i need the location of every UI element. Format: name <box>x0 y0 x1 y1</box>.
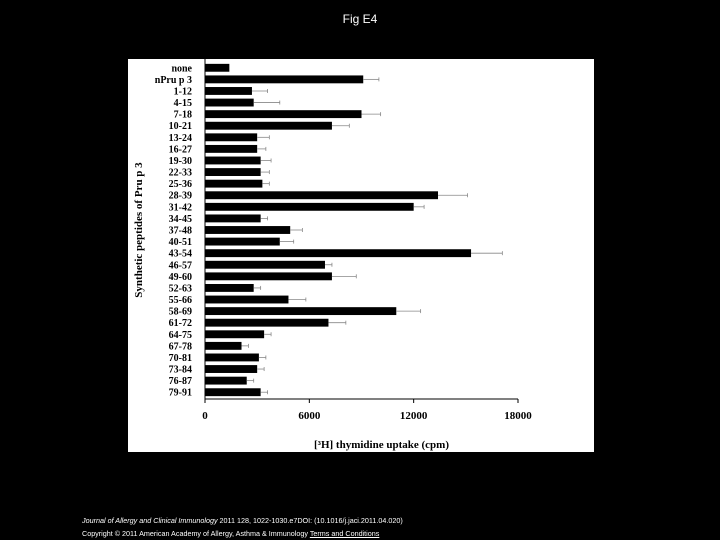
bar-40-51 <box>205 238 280 246</box>
citation-details: 2011 128, 1022-1030.e7DOI: (10.1016/j.jaci.2011.04.020) <box>217 516 403 525</box>
bar-none <box>205 64 229 72</box>
category-label-nPru p 3: nPru p 3 <box>154 74 192 86</box>
category-label-1-12: 1-12 <box>173 86 192 98</box>
journal-name: Journal of Allergy and Clinical Immunology <box>82 516 218 525</box>
bar-79-91 <box>205 388 261 396</box>
category-label-22-33: 22-33 <box>168 167 192 179</box>
bar-chart <box>128 59 594 452</box>
bar-52-63 <box>205 284 254 292</box>
category-label-34-45: 34-45 <box>168 213 192 225</box>
bar-67-78 <box>205 342 242 350</box>
bar-61-72 <box>205 319 328 327</box>
bar-58-69 <box>205 307 396 315</box>
category-label-61-72: 61-72 <box>168 318 192 330</box>
category-label-7-18: 7-18 <box>173 109 192 121</box>
bar-4-15 <box>205 99 254 107</box>
category-label-28-39: 28-39 <box>168 190 192 202</box>
x-tick-label-18000: 18000 <box>504 410 532 422</box>
category-labels-group <box>155 63 193 398</box>
bar-70-81 <box>205 354 259 362</box>
bar-31-42 <box>205 203 414 211</box>
bar-73-84 <box>205 365 257 373</box>
category-label-46-57: 46-57 <box>168 260 192 272</box>
bar-19-30 <box>205 157 261 165</box>
bar-55-66 <box>205 296 288 304</box>
category-label-40-51: 40-51 <box>168 237 192 249</box>
bar-49-60 <box>205 272 332 280</box>
bar-76-87 <box>205 377 247 385</box>
bar-25-36 <box>205 180 262 188</box>
category-label-10-21: 10-21 <box>168 121 192 133</box>
bars-group <box>205 64 471 396</box>
category-label-25-36: 25-36 <box>168 179 192 191</box>
category-label-49-60: 49-60 <box>168 271 192 283</box>
category-label-31-42: 31-42 <box>168 202 192 214</box>
slide-title: Fig E4 <box>342 12 378 26</box>
bar-46-57 <box>205 261 325 269</box>
x-axis-label: [³H] thymidine uptake (cpm) <box>314 439 449 451</box>
category-label-16-27: 16-27 <box>168 144 192 156</box>
category-label-67-78: 67-78 <box>168 341 192 353</box>
bar-22-33 <box>205 168 261 176</box>
bar-7-18 <box>205 110 362 118</box>
category-label-37-48: 37-48 <box>168 225 192 237</box>
category-label-52-63: 52-63 <box>168 283 192 295</box>
category-label-19-30: 19-30 <box>168 155 192 167</box>
category-label-4-15: 4-15 <box>173 98 192 110</box>
category-label-55-66: 55-66 <box>168 295 192 307</box>
category-label-73-84: 73-84 <box>168 364 192 376</box>
category-label-58-69: 58-69 <box>168 306 192 318</box>
journal-citation <box>82 516 403 525</box>
category-label-none: none <box>171 63 192 75</box>
copyright-line <box>82 529 379 538</box>
x-tick-label-0: 0 <box>202 410 208 422</box>
copyright-text: Copyright © 2011 American Academy of Allergy, Asthma & Immunology <box>82 529 308 538</box>
x-tick-label-6000: 6000 <box>298 410 321 422</box>
category-label-76-87: 76-87 <box>168 376 192 388</box>
bar-37-48 <box>205 226 290 234</box>
bar-34-45 <box>205 214 261 222</box>
bar-28-39 <box>205 191 438 199</box>
category-label-64-75: 64-75 <box>168 329 192 341</box>
bar-10-21 <box>205 122 332 130</box>
y-axis-label: Synthetic peptides of Pru p 3 <box>133 162 145 298</box>
terms-link[interactable]: Terms and Conditions <box>309 529 380 538</box>
x-tick-label-12000: 12000 <box>399 410 428 422</box>
chart-figure <box>128 59 594 452</box>
category-label-70-81: 70-81 <box>168 352 192 364</box>
category-label-79-91: 79-91 <box>168 387 192 399</box>
bar-64-75 <box>205 330 264 338</box>
bar-16-27 <box>205 145 257 153</box>
category-label-13-24: 13-24 <box>168 132 192 144</box>
bar-nPru p 3 <box>205 75 363 83</box>
x-ticks-group <box>202 399 532 422</box>
bar-1-12 <box>205 87 252 95</box>
bar-43-54 <box>205 249 471 257</box>
bar-13-24 <box>205 133 257 141</box>
category-label-43-54: 43-54 <box>168 248 192 260</box>
